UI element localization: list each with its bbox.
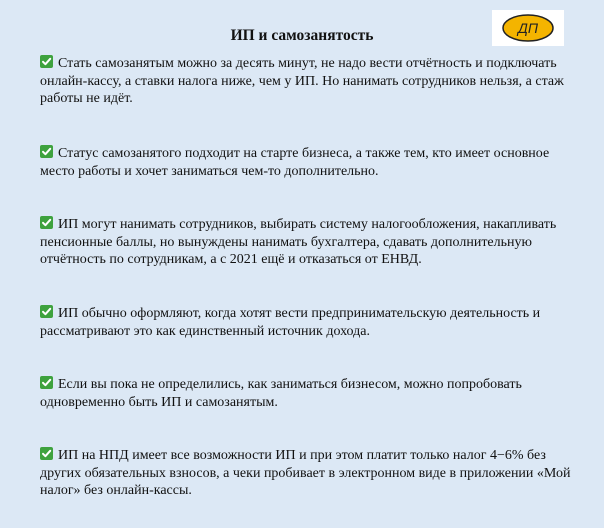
list-item-text: Стать самозанятым можно за десять минут, не надо вести отчётность и подключать онлайн-кассу, а ставки налога ниже, чем у ИП. Но нанимать сотрудников нельзя, а стаж работы не идёт. bbox=[40, 56, 564, 106]
list-item bbox=[40, 305, 580, 340]
check-mark-icon bbox=[40, 376, 53, 389]
list-item bbox=[40, 376, 580, 411]
list-item-text: Статус самозанятого подходит на старте бизнеса, а также тем, кто имеет основное место работы и хочет заниматься чем-то дополнительно. bbox=[40, 146, 550, 179]
list-item bbox=[40, 55, 580, 108]
list-item-text: ИП на НПД имеет все возможности ИП и при этом платит только налог 4−6% без других обязательных взносов, а чеки пробивает в электронном виде в приложении «Мой налог» без онлайн-кассы. bbox=[40, 448, 571, 498]
list-item-text: ИП могут нанимать сотрудников, выбирать систему налогообложения, накапливать пенсионные баллы, но вынуждены нанимать бухгалтера, сдавать дополнительную отчётность по сотрудникам, а с 2021 ещё и отказаться от ЕНВД. bbox=[40, 217, 557, 267]
logo bbox=[492, 10, 564, 46]
check-mark-icon bbox=[40, 447, 53, 460]
logo-text: ДП bbox=[517, 20, 539, 36]
list-item-text: Если вы пока не определились, как заниматься бизнесом, можно попробовать одновременно быть ИП и самозанятым. bbox=[40, 377, 522, 410]
list-item bbox=[40, 216, 580, 269]
list-item-text: ИП обычно оформляют, когда хотят вести предпринимательскую деятельность и рассматривают это как единственный источник дохода. bbox=[40, 306, 541, 339]
page-title: ИП и самозанятость bbox=[230, 27, 374, 44]
list-item bbox=[40, 447, 580, 500]
check-mark-icon bbox=[40, 145, 53, 158]
check-mark-icon bbox=[40, 216, 53, 229]
logo-icon bbox=[492, 10, 564, 46]
check-mark-icon bbox=[40, 55, 53, 68]
check-mark-icon bbox=[40, 305, 53, 318]
list-item bbox=[40, 145, 580, 180]
